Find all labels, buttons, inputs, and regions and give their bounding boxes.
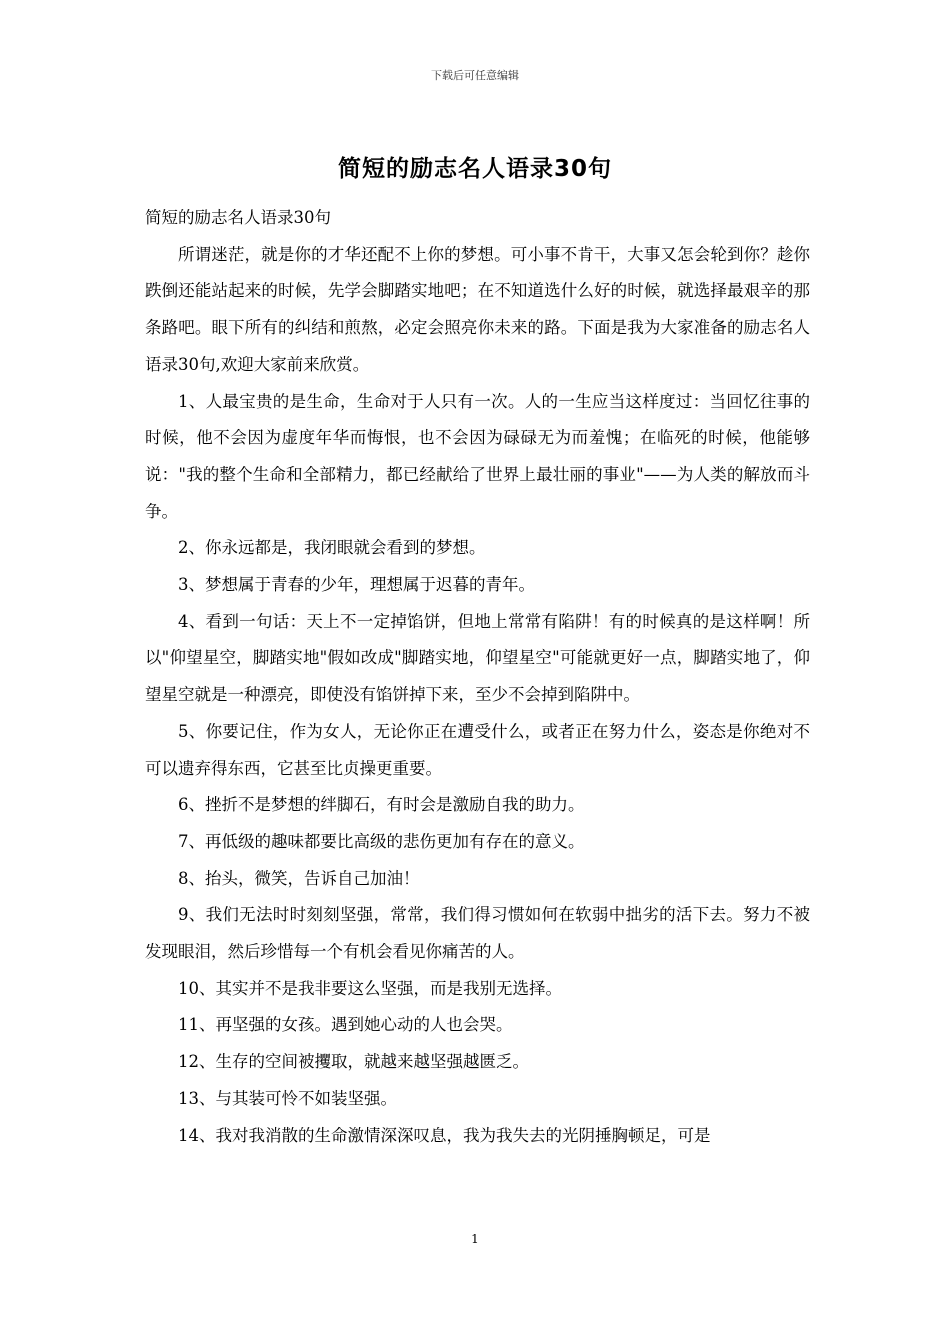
document-title: 简短的励志名人语录30句 (337, 156, 612, 182)
quote-paragraph: 2、你永远都是，我闭眼就会看到的梦想。 (178, 538, 486, 558)
page-number: 1 (471, 1232, 479, 1246)
quote-paragraph: 4、看到一句话：天上不一定掉馅饼，但地上常常有陷阱！有的时候真的是这样啊！所以"仰望星空，脚踏实地"假如改成"脚踏实地，仰望星空"可能就更好一点，脚踏实地了，仰望星空就是一种漂亮，即使没有馅饼掉下来，至少不会掉到陷阱中。 (145, 611, 810, 705)
document-subtitle: 简短的励志名人语录30句 (145, 208, 331, 227)
quote-paragraph: 3、梦想属于青春的少年，理想属于迟暮的青年。 (178, 575, 535, 595)
document-body (145, 200, 810, 1154)
quote-paragraph: 11、再坚强的女孩。遇到她心动的人也会哭。 (178, 1015, 513, 1035)
page-header-note: 下载后可任意编辑 (431, 69, 519, 82)
quote-paragraph: 8、抬头，微笑，告诉自己加油！ (178, 868, 420, 888)
quote-paragraph: 13、与其装可怜不如装坚强。 (178, 1088, 397, 1108)
quote-paragraph: 6、挫折不是梦想的绊脚石，有时会是激励自我的助力。 (178, 795, 585, 815)
quote-paragraph: 12、生存的空间被攫取，就越来越坚强越匮乏。 (178, 1052, 529, 1072)
quote-paragraph: 1、人最宝贵的是生命，生命对于人只有一次。人的一生应当这样度过：当回忆往事的时候，他不会因为虚度年华而悔恨，也不会因为碌碌无为而羞愧；在临死的时候，他能够说："我的整个生命和全部精力，都已经献给了世界上最壮丽的事业"——为人类的解放而斗争。 (145, 391, 810, 521)
intro-paragraph: 所谓迷茫，就是你的才华还配不上你的梦想。可小事不肯干，大事又怎会轮到你？趁你跌倒还能站起来的时候，先学会脚踏实地吧；在不知道选什么好的时候，就选择最艰辛的那条路吧。眼下所有的纠结和煎熬，必定会照亮你未来的路。下面是我为大家准备的励志名人语录30句,欢迎大家前来欣赏。 (145, 244, 810, 374)
quote-paragraph: 10、其实并不是我非要这么坚强，而是我别无选择。 (178, 978, 562, 998)
quote-paragraph: 9、我们无法时时刻刻坚强，常常，我们得习惯如何在软弱中拙劣的活下去。努力不被发现眼泪，然后珍惜每一个有机会看见你痛苦的人。 (145, 905, 810, 962)
quote-paragraph: 5、你要记住，作为女人，无论你正在遭受什么，或者正在努力什么，姿态是你绝对不可以遗弃得东西，它甚至比贞操更重要。 (145, 721, 810, 778)
quote-paragraph: 14、我对我消散的生命激情深深叹息，我为我失去的光阴捶胸顿足，可是 (178, 1125, 711, 1145)
quote-paragraph: 7、再低级的趣味都要比高级的悲伤更加有存在的意义。 (178, 831, 585, 851)
